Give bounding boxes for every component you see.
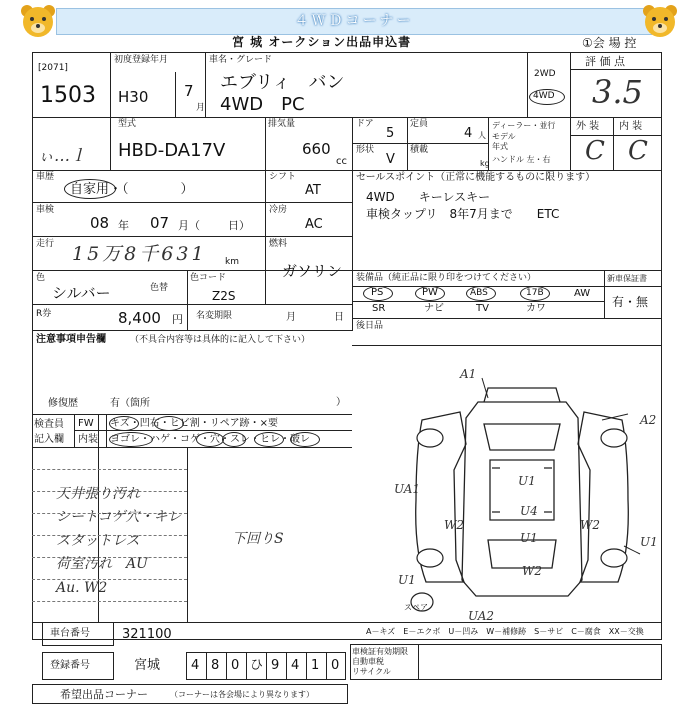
mark-u1-center: U1 bbox=[518, 474, 536, 488]
model-value: HBD-DA17V bbox=[118, 140, 226, 161]
auto-tax-label: 自動車税 bbox=[352, 657, 384, 666]
handwritten-note-3: スタットレス bbox=[56, 533, 140, 549]
mileage-unit: km bbox=[225, 257, 239, 267]
color-change-label: 色替 bbox=[150, 283, 169, 293]
corner-sub: （コーナーは各会場により異なります） bbox=[170, 690, 314, 699]
bear-mascot-right-icon bbox=[640, 2, 680, 42]
reserve-price-unit: 円 bbox=[172, 313, 183, 326]
exterior-label: 外 装 bbox=[576, 121, 600, 132]
header-bar bbox=[56, 8, 652, 35]
reg-digit-3: 0 bbox=[231, 658, 240, 673]
name-change-label: 名変期限 bbox=[196, 311, 233, 321]
wear-circle bbox=[254, 432, 284, 447]
first-registration-label: 初度登録年月 bbox=[114, 55, 169, 65]
mark-u1-right: U1 bbox=[640, 535, 658, 549]
month-unit-2: 月（ bbox=[178, 219, 200, 232]
reg-digit-5: 9 bbox=[271, 658, 280, 673]
chassis-label: 車台番号 bbox=[50, 628, 90, 639]
name-change-day: 日 bbox=[334, 312, 344, 323]
car-name-line2: 4WD PC bbox=[220, 94, 305, 115]
dealer-label: ディーラー・並行 bbox=[492, 121, 556, 130]
equip-leather: カワ bbox=[526, 303, 546, 314]
car-name-line1: エブリィ バン bbox=[220, 72, 345, 93]
shape-label: 形状 bbox=[356, 145, 375, 155]
bear-mascot-left-icon bbox=[18, 2, 58, 42]
first-registration-year: H30 bbox=[118, 88, 149, 106]
spare-tire-label: スペア bbox=[404, 603, 428, 612]
day-unit: 日） bbox=[228, 219, 250, 232]
equip-tv: TV bbox=[476, 303, 489, 314]
equip-abs: ABS bbox=[470, 288, 488, 298]
inspector-label: 検査員 bbox=[34, 419, 64, 430]
model-label: 型式 bbox=[118, 119, 137, 129]
notes-label: 注意事項申告欄 bbox=[36, 334, 106, 345]
shape-value: V bbox=[386, 152, 395, 167]
reg-digit-7: 1 bbox=[311, 658, 320, 673]
dent-circle bbox=[154, 416, 184, 431]
handwritten-note-2: シートコゲ穴・キレ bbox=[56, 509, 182, 525]
mileage-value: 15万8千631 bbox=[72, 243, 207, 265]
mark-ua1: UA1 bbox=[394, 482, 421, 496]
sales-point-line1: 4WD キーレスキー bbox=[366, 190, 491, 204]
model-year-label: モデル bbox=[492, 132, 516, 141]
registration-label: 登録番号 bbox=[50, 660, 90, 671]
capacity-label: 定員 bbox=[410, 119, 429, 129]
mark-a2: A2 bbox=[640, 413, 657, 427]
handwritten-note-5: Au. W2 bbox=[56, 580, 108, 596]
mileage-label: 走行 bbox=[36, 239, 55, 249]
form-title: 宮 城 オークション出品申込書 bbox=[232, 35, 412, 49]
undercarriage-note: 下回りS bbox=[232, 531, 284, 547]
month-unit: 月 bbox=[196, 103, 206, 113]
car-damage-diagram bbox=[392, 367, 652, 623]
displacement-label: 排気量 bbox=[268, 119, 296, 129]
mark-w2-rear: W2 bbox=[522, 564, 542, 578]
name-change-month: 月 bbox=[286, 312, 296, 323]
repair-paren: ） bbox=[336, 397, 346, 408]
first-registration-month: 7 bbox=[184, 82, 194, 100]
reg-digit-4: ひ bbox=[250, 658, 264, 673]
inspection-year: 08 bbox=[90, 214, 110, 232]
color-label: 色 bbox=[36, 273, 46, 283]
sales-point-line2: 車検タップリ 8年7月まで ETC bbox=[366, 207, 560, 221]
fuel-label: 燃料 bbox=[269, 239, 288, 249]
load-unit: kg bbox=[480, 159, 490, 168]
tear-circle bbox=[290, 432, 320, 447]
chassis-value: 321100 bbox=[122, 627, 172, 642]
damage-legend: A－キズ E－エクボ U－凹み W－補修跡 S－サビ C－腐食 XX－交換 bbox=[366, 627, 644, 636]
recycle-label: リサイクル bbox=[352, 667, 391, 676]
ac-label: 冷房 bbox=[269, 205, 288, 215]
equip-ps: PS bbox=[371, 287, 384, 298]
mark-u1-lower: U1 bbox=[520, 531, 538, 545]
shift-label: シフト bbox=[269, 172, 297, 182]
handwritten-note-1: 天井張り汚れ bbox=[56, 486, 140, 502]
model-prefix-scribble: ぃ…ｌ bbox=[38, 146, 87, 165]
interior-label: 内 装 bbox=[619, 121, 643, 132]
displacement-value: 660 bbox=[302, 140, 331, 158]
color-value: シルバー bbox=[52, 284, 111, 302]
equip-17b: 17B bbox=[526, 288, 544, 298]
warranty-label: 新車保証書 bbox=[607, 274, 647, 283]
capacity-unit: 人 bbox=[478, 131, 486, 140]
mark-ua2: UA2 bbox=[468, 609, 495, 623]
drive-2wd: 2WD bbox=[534, 69, 556, 79]
entry-code: [2071] bbox=[38, 63, 68, 73]
inspection-month: 07 bbox=[150, 214, 170, 232]
inspect-row1: キズ・凹右・ヒビ割・リペア跡・×要 bbox=[110, 418, 278, 429]
sales-point-label: セールスポイント（正常に機能するものに限ります） bbox=[356, 172, 596, 183]
year-unit: 年 bbox=[118, 219, 129, 232]
exterior-value: C bbox=[585, 136, 605, 166]
registration-area: 宮城 bbox=[134, 658, 161, 673]
mark-u1-spare: U1 bbox=[398, 573, 416, 587]
reg-digit-1: 4 bbox=[191, 658, 200, 673]
entry-number: 1503 bbox=[40, 83, 96, 108]
equip-sr: SR bbox=[372, 303, 386, 314]
handwritten-note-4: 荷室汚れ AU bbox=[56, 556, 148, 572]
mark-u4: U4 bbox=[520, 504, 538, 518]
dirt-circle bbox=[109, 432, 153, 447]
inspect-row2: ヨゴレ・ハゲ・コゲ・穴・スレ・ヒレ・破レ bbox=[110, 434, 310, 445]
grade-value: 3.5 bbox=[592, 73, 643, 111]
reg-digit-8: 0 bbox=[331, 658, 340, 673]
shift-value: AT bbox=[305, 183, 321, 198]
repair-value: 有（箇所 bbox=[110, 398, 150, 409]
drive-4wd: 4WD bbox=[533, 91, 555, 101]
corner-label: 希望出品コーナー bbox=[60, 688, 148, 701]
entry-label: 記入欄 bbox=[34, 434, 64, 445]
steering-label: ハンドル 左・右 bbox=[492, 155, 551, 164]
expiry-label: 車検証有効期限 bbox=[352, 647, 408, 656]
reg-digit-2: 8 bbox=[211, 658, 220, 673]
equipment-label: 装備品（純正品に限り印をつけてください） bbox=[356, 273, 537, 283]
car-type-label: 車歴 bbox=[36, 172, 55, 182]
burn-circle bbox=[196, 432, 224, 447]
load-label: 積載 bbox=[410, 145, 429, 155]
mark-w2-left: W2 bbox=[444, 518, 464, 532]
car-name-label: 車名・グレード bbox=[209, 55, 273, 65]
interior-inspect-label: 内装 bbox=[78, 434, 98, 445]
displacement-unit: cc bbox=[336, 156, 347, 167]
warranty-value: 有・無 bbox=[612, 295, 649, 309]
color-code-label: 色コード bbox=[190, 273, 227, 283]
mark-w2-right: W2 bbox=[580, 518, 600, 532]
car-type-value: 自家用・（ ） bbox=[70, 182, 194, 197]
after-date-label: 後日品 bbox=[356, 321, 384, 331]
scratch-circle bbox=[109, 416, 139, 431]
reserve-price-value: 8,400 bbox=[118, 309, 161, 327]
notes-sub: （不具合内容等は具体的に記入して下さい） bbox=[130, 335, 311, 345]
capacity-value: 4 bbox=[464, 126, 473, 141]
repair-label: 修復歴 bbox=[48, 398, 78, 409]
grade-label: 評 価 点 bbox=[585, 55, 625, 68]
hole-circle bbox=[222, 432, 246, 447]
color-code-value: Z2S bbox=[212, 289, 236, 303]
reserve-price-label: R券 bbox=[36, 309, 52, 319]
fw-label: FW bbox=[78, 418, 94, 429]
equip-aw: AW bbox=[574, 288, 591, 299]
fuel-value: ガソリン bbox=[282, 262, 343, 280]
doors-value: 5 bbox=[386, 126, 395, 141]
equip-pw: PW bbox=[422, 287, 438, 298]
reg-digit-6: 4 bbox=[291, 658, 300, 673]
year-label: 年式 bbox=[492, 142, 508, 151]
copy-label: ①会 場 控 bbox=[582, 36, 637, 50]
header-title: ４ＷＤコーナー bbox=[294, 13, 414, 29]
equip-navi: ナビ bbox=[424, 303, 444, 314]
ac-value: AC bbox=[305, 217, 323, 232]
doors-label: ドア bbox=[356, 119, 374, 129]
interior-value: C bbox=[628, 136, 648, 166]
mark-a1: A1 bbox=[460, 367, 477, 381]
inspection-label: 車検 bbox=[36, 205, 55, 215]
